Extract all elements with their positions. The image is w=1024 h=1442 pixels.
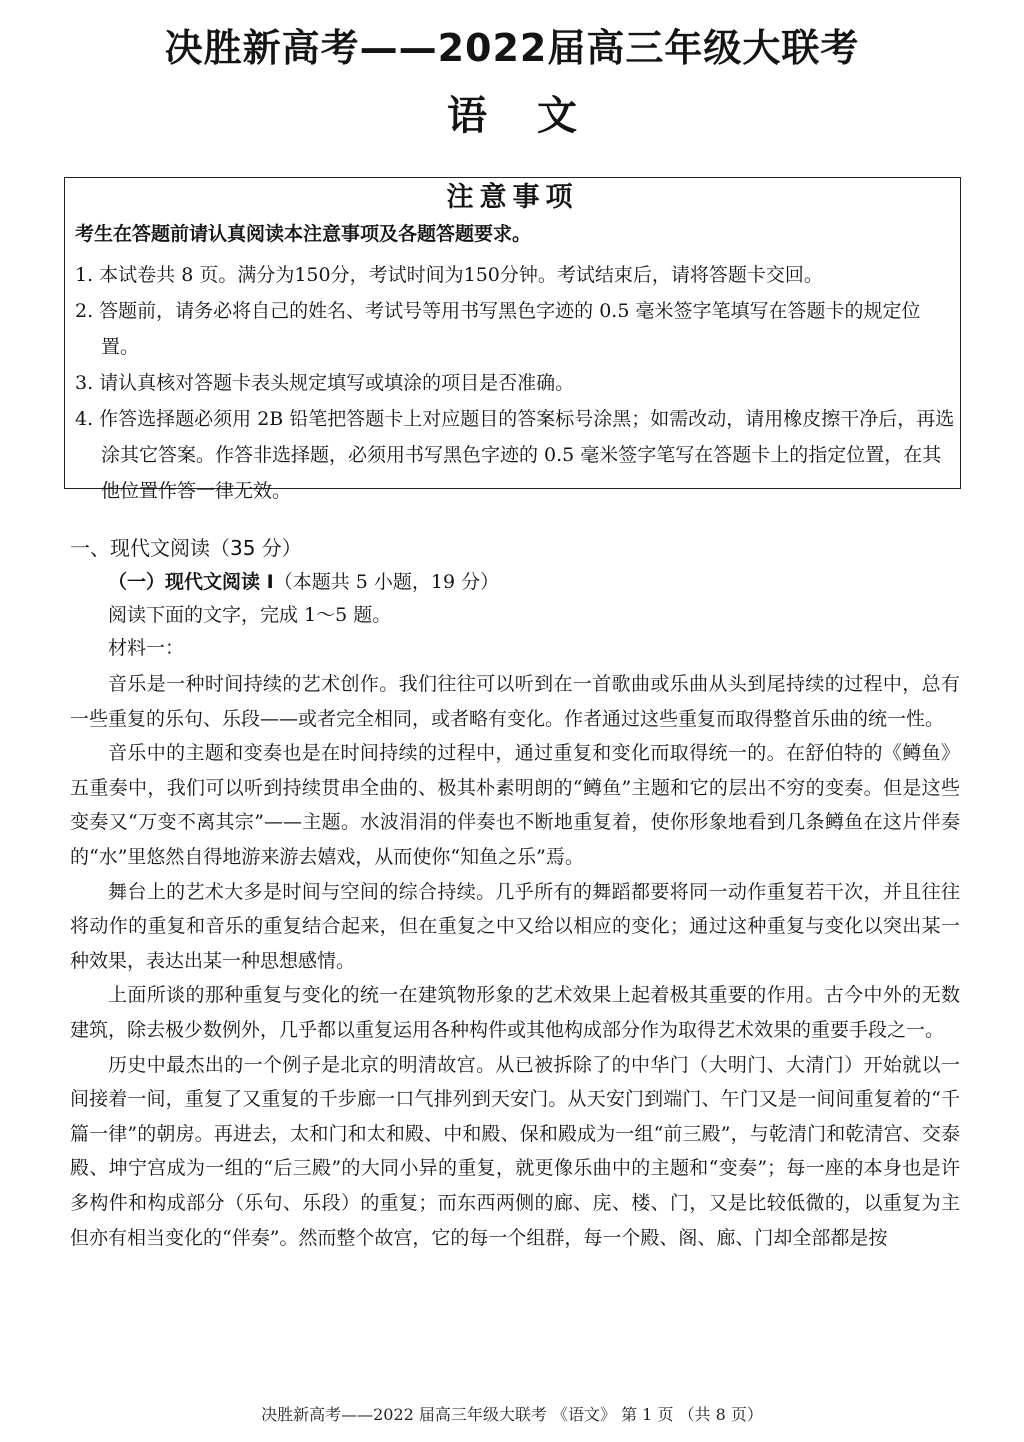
notice-title: 注意事项: [446, 182, 579, 213]
passage-paragraph: 音乐是一种时间持续的艺术创作。我们往往可以听到在一首歌曲或乐曲从头到尾持续的过程中，总有一些重复的乐句、乐段——或者完全相同，或者略有变化。作者通过这些重复而取得整首乐曲的统一性。: [70, 673, 960, 730]
subject-title: 语 文: [447, 93, 577, 139]
passage-paragraph: 音乐中的主题和变奏也是在时间持续的过程中，通过重复和变化而取得统一的。在舒伯特的《鳟鱼》五重奏中，我们可以听到持续贯串全曲的、极其朴素明朗的“鳟鱼”主题和它的层出不穷的变奏。但是这些变奏又“万变不离其宗”——主题。水波涓涓的伴奏也不断地重复着，使你形象地看到几条鳟鱼在这片伴奏的“水”里悠然自得地游来游去嬉戏，从而使你“知鱼之乐”焉。: [70, 742, 960, 868]
notice-box: [64, 177, 961, 502]
notice-list: [75, 257, 955, 509]
page-footer: 决胜新高考——2022 届高三年级大联考 《语文》 第 1 页 （共 8 页）: [261, 1405, 763, 1424]
notice-intro: 考生在答题前请认真阅读本注意事项及各题答题要求。: [75, 223, 532, 245]
passage-paragraph: 舞台上的艺术大多是时间与空间的综合持续。几乎所有的舞蹈都要将同一动作重复若干次，并且往往将动作的重复和音乐的重复结合起来，但在重复之中又给以相应的变化；通过这种重复与变化以突出某一种效果，表达出某一种思想感情。: [70, 880, 960, 972]
sub-heading: [108, 568, 499, 596]
exam-title: 决胜新高考——2022届高三年级大联考: [164, 26, 860, 70]
notice-item: 2. 答题前，请务必将自己的姓名、考试号等用书写黑色字迹的 0.5 毫米签字笔填写在答题卡的规定位置。: [75, 300, 921, 358]
sub-heading-note: （本题共 5 小题，19 分）: [273, 571, 500, 593]
passage-paragraph: 上面所谈的那种重复与变化的统一在建筑物形象的艺术效果上起着极其重要的作用。古今中外的无数建筑，除去极少数例外，几乎都以重复运用各种构件或其他构成部分作为取得艺术效果的重要手段之一。: [70, 984, 960, 1041]
reading-instruction: 阅读下面的文字，完成 1～5 题。: [108, 604, 392, 626]
notice-item: 4. 作答选择题必须用 2B 铅笔把答题卡上对应题目的答案标号涂黑；如需改动，请用橡皮擦干净后，再选涂其它答案。作答非选择题，必须用书写黑色字迹的 0.5 毫米签字笔写在答题卡上的指定位置，在其他位置作答一律无效。: [75, 408, 955, 502]
passage-paragraph: 历史中最杰出的一个例子是北京的明清故宫。从已被拆除了的中华门（大明门、大清门）开始就以一间接着一间，重复了又重复的千步廊一口气排列到天安门。从天安门到端门、午门又是一间间重复着的“千篇一律”的朝房。再进去，太和门和太和殿、中和殿、保和殿成为一组“前三殿”，与乾清门和乾清宫、交泰殿、坤宁宫成为一组的“后三殿”的大同小异的重复，就更像乐曲中的主题和“变奏”；每一座的本身也是许多构件和构成部分（乐句、乐段）的重复；而东西两侧的廊、庑、楼、门，又是比较低微的，以重复为主但亦有相当变化的“伴奏”。然而整个故宫，它的每一个组群，每一个殿、阁、廊、门却全部都是按: [70, 1053, 960, 1249]
sub-heading-label: （一）现代文阅读 I: [108, 571, 274, 593]
notice-item: 1. 本试卷共 8 页。满分为150分，考试时间为150分钟。考试结束后，请将答题卡交回。: [75, 264, 823, 286]
section-heading: 一、现代文阅读（35 分）: [70, 536, 302, 560]
notice-item: 3. 请认真核对答题卡表头规定填写或填涂的项目是否准确。: [75, 372, 575, 394]
reading-passage: [70, 667, 960, 1255]
material-label: 材料一：: [108, 637, 185, 659]
